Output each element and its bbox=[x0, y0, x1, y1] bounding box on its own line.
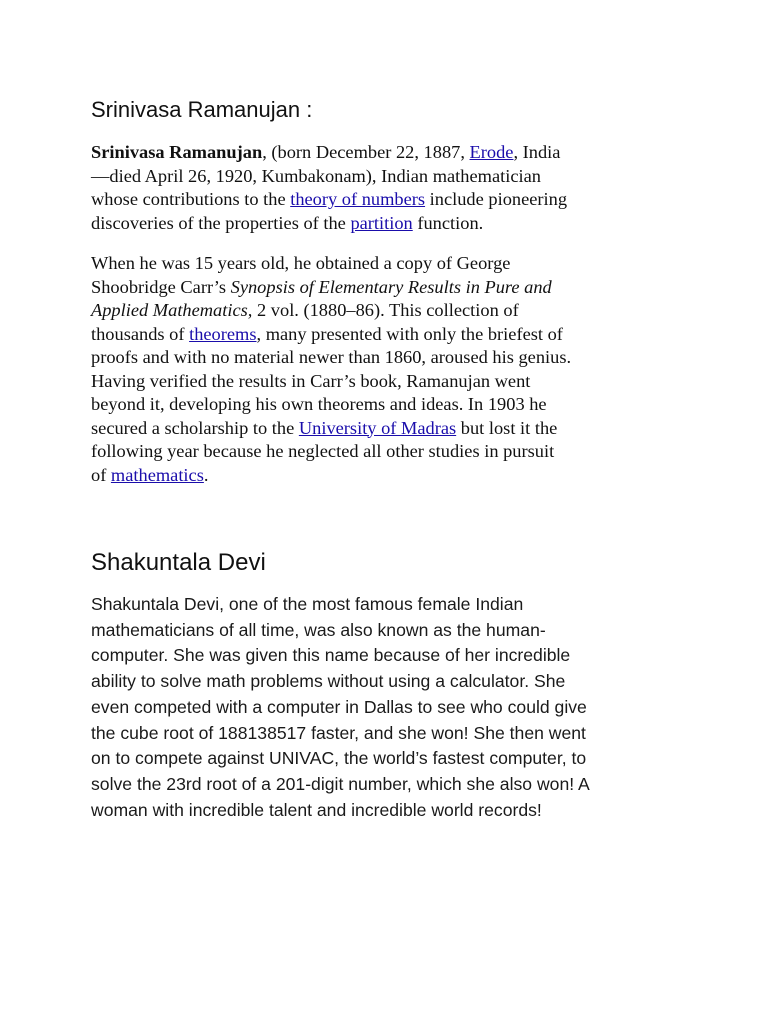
shakuntala-devi-paragraph bbox=[91, 592, 681, 823]
devi-line: solve the 23rd root of a 201-digit number, which she also won! A bbox=[91, 773, 590, 794]
university-of-madras-link[interactable]: University of Madras bbox=[298, 417, 457, 438]
shakuntala-devi-heading: Shakuntala Devi bbox=[91, 549, 266, 576]
bio-text-scholarship: secured a scholarship to the bbox=[91, 417, 299, 438]
bio-text-volumes: 2 vol. (1880–86). This collection of bbox=[252, 300, 519, 320]
devi-line: woman with incredible talent and incredible world records! bbox=[91, 799, 542, 820]
bio-text-period: . bbox=[203, 464, 209, 485]
intro-text-contributions: whose contributions to the bbox=[91, 189, 291, 209]
bio-text-thousands: thousands of bbox=[91, 323, 190, 344]
intro-text-function: function. bbox=[412, 212, 484, 233]
devi-line: the cube root of 188138517 faster, and she won! She then went bbox=[91, 722, 586, 743]
devi-line: mathematicians of all time, was also known as the human- bbox=[91, 619, 546, 640]
bio-line-6: Having verified the results in Carr’s book, Ramanujan went bbox=[91, 370, 531, 391]
ramanujan-intro-paragraph bbox=[91, 141, 681, 235]
ramanujan-name-bold: Srinivasa Ramanujan bbox=[91, 142, 263, 162]
bio-text-briefest: , many presented with only the briefest of bbox=[256, 323, 563, 344]
bio-line-9: following year because he neglected all other studies in pursuit bbox=[91, 441, 555, 461]
bio-line-5: proofs and with no material newer than 1860, aroused his genius. bbox=[91, 347, 572, 367]
bio-line-3 bbox=[91, 299, 681, 323]
bio-line-7: beyond it, developing his own theorems and ideas. In 1903 he bbox=[91, 394, 547, 414]
devi-line: ability to solve math problems without using a calculator. She bbox=[91, 671, 566, 692]
ramanujan-bio-paragraph bbox=[91, 252, 681, 487]
theory-of-numbers-link[interactable]: theory of numbers bbox=[290, 189, 426, 209]
intro-line-1 bbox=[91, 141, 681, 165]
devi-line: even competed with a computer in Dallas to see who could give bbox=[91, 696, 587, 717]
bio-line-10 bbox=[91, 464, 681, 488]
synopsis-title-italic-cont: Applied Mathematics, bbox=[91, 300, 253, 320]
erode-link[interactable]: Erode bbox=[469, 142, 514, 162]
partition-link[interactable]: partition bbox=[350, 212, 413, 233]
intro-text-discoveries: discoveries of the properties of the bbox=[91, 212, 351, 233]
intro-line-4 bbox=[91, 212, 681, 236]
intro-text-india: , India bbox=[513, 142, 561, 162]
bio-line-4 bbox=[91, 323, 681, 347]
bio-line-2 bbox=[91, 276, 681, 300]
intro-line-3 bbox=[91, 188, 681, 212]
bio-text-of: of bbox=[91, 464, 111, 485]
intro-text-pioneering: include pioneering bbox=[425, 189, 568, 209]
bio-line-8 bbox=[91, 417, 681, 441]
devi-line: computer. She was given this name because of her incredible bbox=[91, 645, 571, 666]
intro-line-2: —died April 26, 1920, Kumbakonam), Indian mathematician bbox=[91, 165, 541, 186]
intro-text-born: , (born December 22, 1887, bbox=[262, 142, 470, 162]
theorems-link[interactable]: theorems bbox=[189, 323, 257, 344]
bio-text-lost: but lost it the bbox=[456, 417, 558, 438]
devi-line: Shakuntala Devi, one of the most famous female Indian bbox=[91, 594, 524, 614]
bio-line-1: When he was 15 years old, he obtained a copy of George bbox=[91, 253, 511, 273]
mathematics-link[interactable]: mathematics bbox=[110, 464, 204, 485]
devi-line: on to compete against UNIVAC, the world’s fastest computer, to bbox=[91, 748, 587, 769]
bio-text-carr: Shoobridge Carr’s bbox=[91, 276, 231, 297]
ramanujan-heading: Srinivasa Ramanujan : bbox=[91, 97, 313, 122]
synopsis-title-italic: Synopsis of Elementary Results in Pure and bbox=[230, 276, 552, 297]
